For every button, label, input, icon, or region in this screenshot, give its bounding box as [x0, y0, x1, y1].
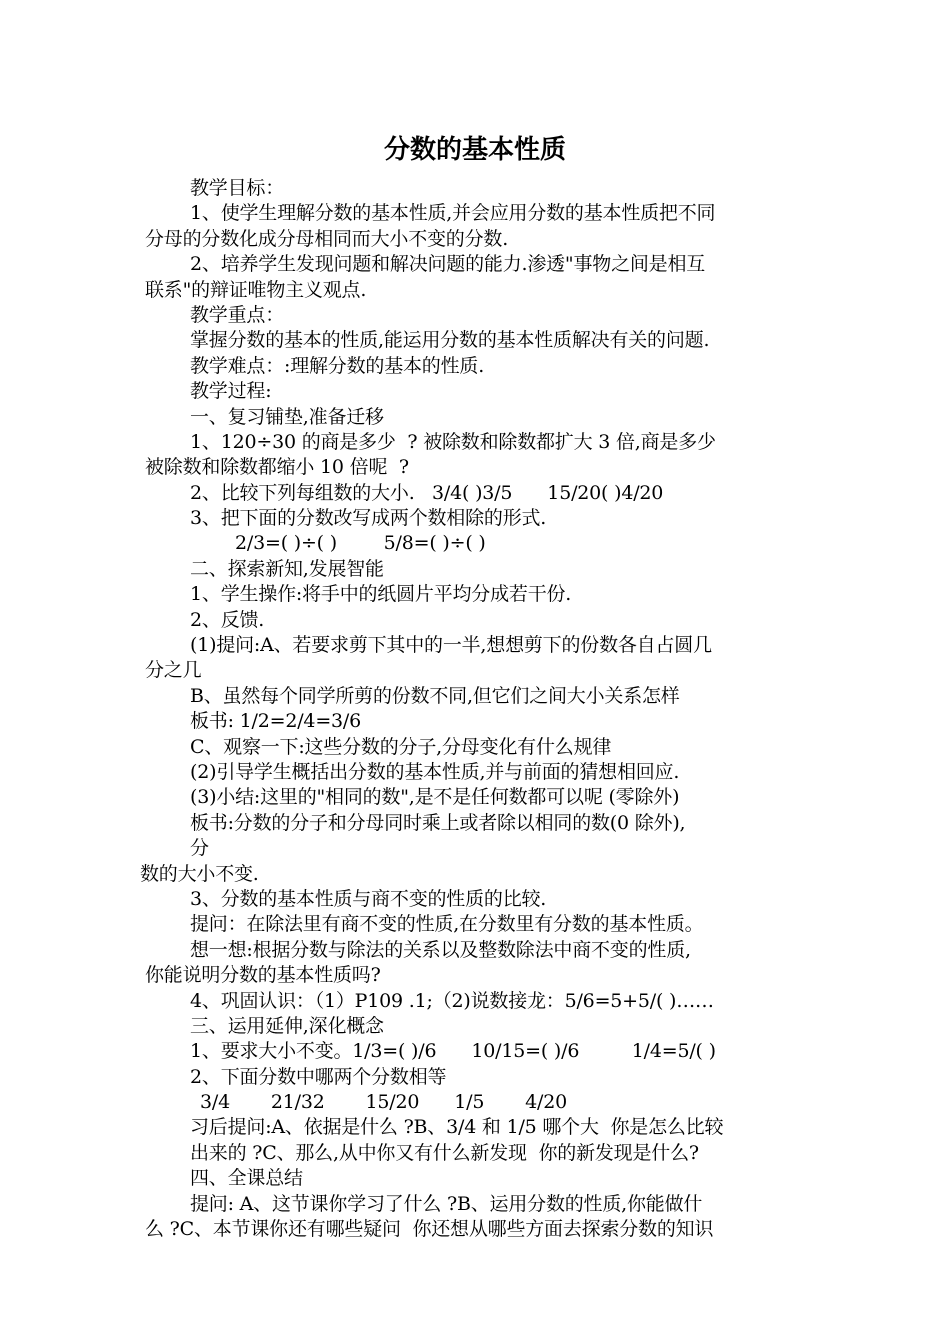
document-body: [0, 176, 950, 1242]
text-line: C、观察一下:这些分数的分子,分母变化有什么规律: [190, 735, 612, 758]
text-line: 板书:分数的分子和分母同时乘上或者除以相同的数(0 除外),: [190, 811, 686, 834]
text-line: 2、比较下列每组数的大小. 3/4( )3/5 15/20( )4/20: [190, 481, 664, 504]
text-line: 2、下面分数中哪两个分数相等: [190, 1065, 447, 1088]
text-line: 3、分数的基本性质与商不变的性质的比较.: [190, 887, 547, 910]
text-line: 教学难点：:理解分数的基本的性质.: [190, 354, 485, 377]
text-line: 1、120÷30 的商是多少 ? 被除数和除数都扩大 3 倍,商是多少: [190, 430, 716, 453]
text-line: 1、学生操作:将手中的纸圆片平均分成若干份.: [190, 583, 572, 606]
text-line: (2)引导学生概括出分数的基本性质,并与前面的猜想相回应.: [190, 760, 680, 783]
text-line: 习后提问:A、依据是什么 ?B、3/4 和 1/5 哪个大 你是怎么比较: [190, 1116, 724, 1139]
text-line: 提问: A、这节课你学习了什么 ?B、运用分数的性质,你能做什: [190, 1192, 703, 1215]
text-line: 2、反馈.: [190, 608, 265, 631]
text-line: 教学过程:: [190, 380, 272, 403]
text-line: 1、使学生理解分数的基本性质,并会应用分数的基本性质把不同: [190, 202, 716, 225]
text-line: 分之几: [145, 659, 202, 682]
document-title: 分数的基本性质: [383, 135, 566, 165]
section-heading: 三、运用延伸,深化概念: [190, 1014, 384, 1037]
text-line: 出来的 ?C、那么,从中你又有什么新发现 你的新发现是什么?: [190, 1141, 699, 1164]
text-line: (1)提问:A、若要求剪下其中的一半,想想剪下的份数各自占圆几: [190, 634, 712, 657]
section-heading: 一、复习铺垫,准备迁移: [190, 405, 384, 428]
text-line: 教学重点：: [190, 303, 285, 326]
text-line: 你能说明分数的基本性质吗?: [145, 964, 381, 987]
text-line: 想一想:根据分数与除法的关系以及整数除法中商不变的性质,: [190, 938, 691, 961]
text-line: 掌握分数的基本的性质,能运用分数的基本性质解决有关的问题.: [190, 329, 710, 352]
text-line: 1、要求大小不变。1/3=( )/6 10/15=( )/6 1/4=5/( ): [190, 1040, 716, 1063]
text-line: 提问：在除法里有商不变的性质,在分数里有分数的基本性质。: [190, 913, 704, 936]
text-line: 板书: 1/2=2/4=3/6: [190, 710, 362, 733]
text-line: 2/3=( )÷( ) 5/8=( )÷( ): [235, 532, 486, 555]
text-line: 3/4 21/32 15/20 1/5 4/20: [200, 1091, 568, 1114]
text-line: 教学目标：: [190, 177, 285, 199]
text-line: 么 ?C、本节课你还有哪些疑问 你还想从哪些方面去探索分数的知识: [145, 1218, 714, 1241]
text-line: 分: [190, 837, 209, 860]
text-line: 被除数和除数都缩小 10 倍呢 ?: [145, 456, 409, 479]
section-heading: 四、全课总结: [190, 1167, 303, 1190]
section-heading: 二、探索新知,发展智能: [190, 557, 384, 580]
text-line: 数的大小不变.: [140, 862, 259, 885]
text-line: 分母的分数化成分母相同而大小不变的分数.: [145, 227, 509, 250]
text-line: 联系"的辩证唯物主义观点.: [145, 278, 367, 301]
text-line: (3)小结:这里的"相同的数",是不是任何数都可以呢 (零除外): [190, 786, 680, 809]
text-line: B、虽然每个同学所剪的份数不同,但它们之间大小关系怎样: [190, 684, 680, 707]
text-line: 2、培养学生发现问题和解决问题的能力.渗透"事物之间是相互: [190, 253, 706, 276]
text-line: 3、把下面的分数改写成两个数相除的形式.: [190, 507, 547, 530]
text-line: 4、巩固认识：（1）P109 .1;（2)说数接龙：5/6=5+5/( )……: [190, 989, 714, 1012]
